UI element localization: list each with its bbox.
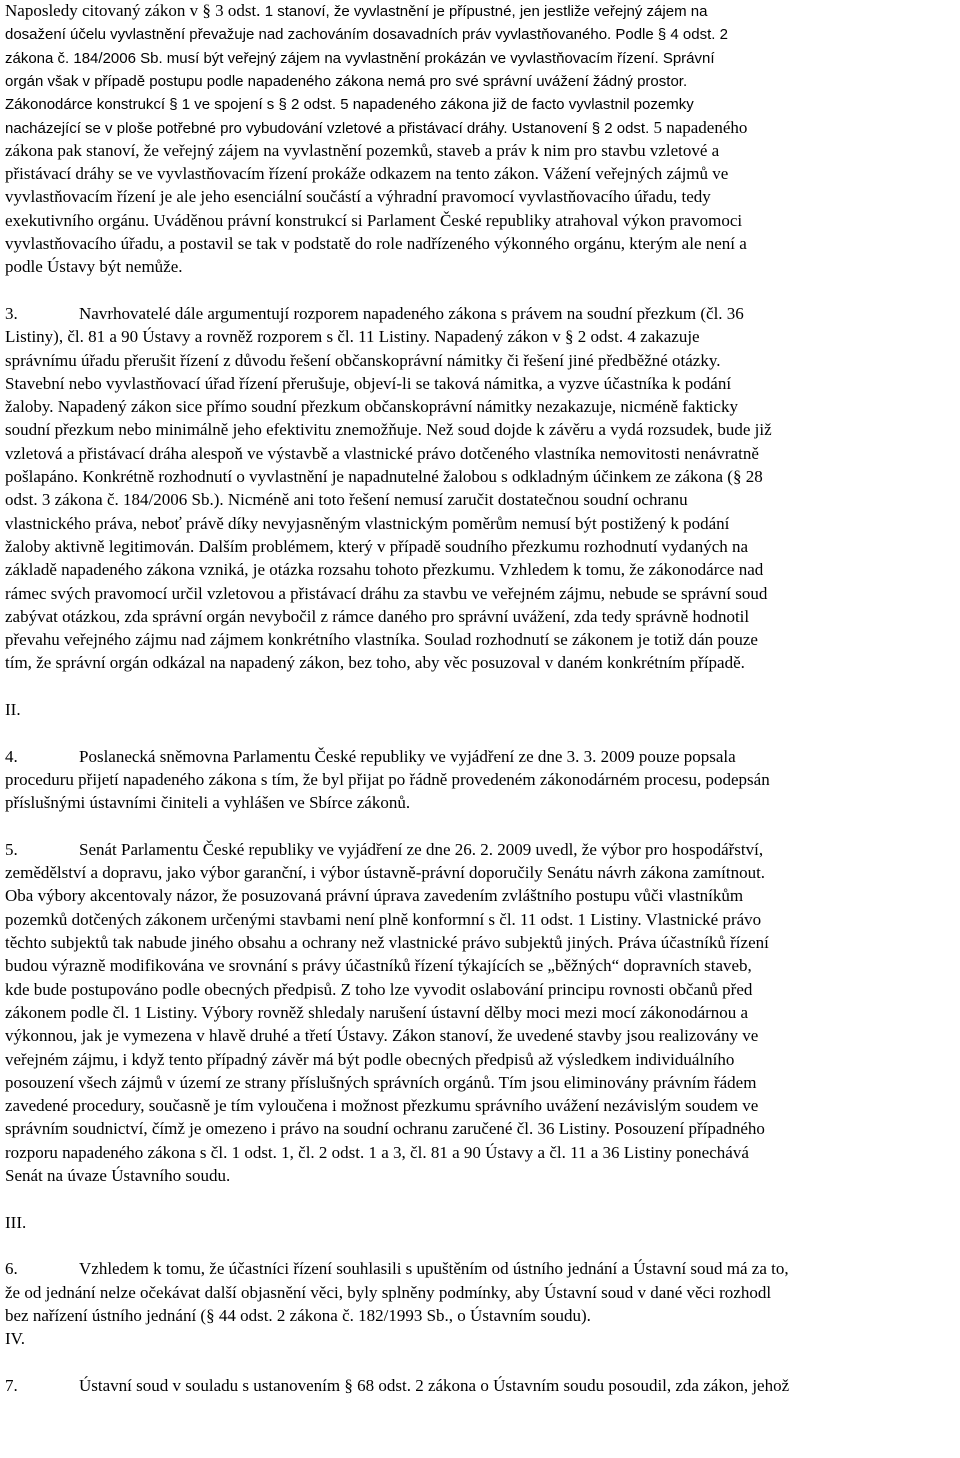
text-line [5, 1375, 789, 1398]
text-line [5, 303, 744, 326]
text-segment: správním soudnictví, čímž je omezeno i právo na soudní ochranu zaručené čl. 36 Listiny. [5, 1119, 615, 1139]
text-line [5, 559, 763, 582]
text-segment: převahu veřejného zájmu nad zájmem konkrétního vlastníka. [5, 630, 425, 650]
paragraph-number: 4. [5, 746, 18, 766]
text-segment: vlastnického práva, neboť právě díky nevyjasněným vlastnickým poměrům nemusí být postižený k podání [5, 513, 730, 533]
text-segment: správnímu úřadu přerušit řízení z důvodu řešení občanskoprávní námitky či řešení jiné předběžné otázky. [5, 350, 721, 370]
text-segment: zákonem podle čl. 1 Listiny. [5, 1002, 202, 1022]
text-line [5, 839, 763, 862]
text-segment: Listiny), čl. 81 a 90 Ústavy a rovněž rozporem s čl. 11 Listiny. Napadený zákon v § 2 odst. [5, 327, 628, 347]
text-segment: Posouzení případného [614, 1119, 765, 1139]
text-line [5, 1025, 758, 1048]
text-line [5, 536, 748, 559]
text-segment: veřejném zájmu, i když tento případný závěr má být podle obecných předpisů až výsledkem individuálního [5, 1049, 735, 1069]
text-segment: nacházející se v ploše potřebné pro vybudování vzletové a přistávací dráhy. Ustanovení § 2 odst. [5, 119, 654, 137]
text-line [5, 186, 711, 209]
text-line [5, 1212, 26, 1235]
text-segment: Poslanecká sněmovna Parlamentu České republiky ve vyjádření ze dne 3. 3. 2009 pouze popsala [79, 746, 736, 766]
text-segment: žaloby aktivně legitimován. [5, 536, 199, 556]
text-segment: Naposledy citovaný zákon v § 3 odst. [5, 1, 265, 20]
text-line [5, 769, 770, 792]
text-segment: Senát na úvaze Ústavního soudu. [5, 1166, 231, 1185]
text-segment: vyvlastňovacího úřadu, a postavil se tak v podstatě do role nadřízeného výkonného orgánu, kterým ale není a [5, 234, 747, 253]
text-segment: přistávací dráhy se ve vyvlastňovacím řízení prokáže odkazem na tento zákon. [5, 164, 543, 184]
text-segment: dosažení účelu vyvlastnění převažuje nad zachováním dosavadních práv vyvlastňovaného. Podle § 4 odst. 2 [5, 26, 728, 44]
text-segment: IV. [5, 1329, 25, 1349]
text-segment: Vážení veřejných zájmů ve [542, 164, 729, 184]
text-segment: Stavební nebo vyvlastňovací úřad řízení přerušuje, objeví-li se taková námitka, a vyzve účastníka k podání [5, 373, 732, 393]
text-line [5, 210, 742, 233]
text-line [5, 140, 719, 163]
text-line [5, 1072, 756, 1095]
text-segment: musí být veřejný zájem na vyvlastnění prokázán ve vyvlastňovacím řízení. Správní [162, 49, 715, 67]
text-line [5, 466, 763, 489]
text-segment: pošlapáno. Konkrétně rozhodnutí o vyvlastnění je napadnutelné žalobou s odkladným účinkem ze zákona (§ 28 [5, 467, 763, 486]
text-line [5, 1328, 25, 1351]
text-line [5, 652, 745, 675]
text-segment: zavedené procedury, současně je tím vyloučena i možnost přezkumu správního uvážení nezávislým soudem ve [5, 1096, 759, 1116]
text-line [5, 699, 21, 722]
text-segment: budou výrazně modifikována ve srovnání s právy účastníků řízení týkajících se „běžných“ dopravních staveb, [5, 956, 752, 976]
text-line [5, 792, 410, 815]
text-segment: že od jednání nelze očekávat další objasnění věci, byly splněny podmínky, aby Ústavní soud v dané věci rozhodl [5, 1282, 772, 1302]
text-line [5, 909, 761, 932]
text-line [5, 23, 728, 46]
text-line [5, 1282, 771, 1305]
text-line [5, 955, 752, 978]
text-segment: Nicméně ani toto řešení nemusí zaručit dostatečnou soudní ochranu [227, 490, 688, 510]
text-line [5, 373, 731, 396]
text-segment: Výbory rovněž shledaly narušení ústavní dělby moci mezi mocí zákonodárnou a [201, 1002, 749, 1022]
text-segment: bez nařízení ústního jednání (§ 44 odst. 2 zákona č. 182/1993 Sb., o Ústavním soudu). [5, 1305, 591, 1325]
text-segment: výkonnou, jak je vymezena v hlavě druhé a třetí Ústavy. [5, 1026, 392, 1046]
text-segment: Vzhledem k tomu, že zákonodárce nad [498, 560, 764, 580]
text-segment: zemědělství a dopravu, jako výbor garanční, i výbor ústavně-právní doporučily Senátu návrh zákona zamítnout. [5, 863, 766, 883]
text-segment: rámec svých pravomocí určil vzletovou a přistávací dráhu za stavbu ve veřejném zájmu, nebude se správní soud [5, 583, 768, 603]
text-segment: odst. 3 zákona č. 184/2006 Sb.). [5, 490, 228, 510]
text-segment: exekutivního orgánu. [5, 210, 154, 230]
text-line [5, 0, 707, 23]
text-segment: pozemků dotčených zákonem určenými stavbami není plně konformní s čl. 11 odst. 1 Listiny. [5, 909, 646, 929]
text-line [5, 396, 738, 419]
text-segment: 5 napadeného [653, 117, 748, 137]
text-segment: soudní přezkum nebo minimálně jeho efektivitu znemožňuje. [5, 420, 427, 440]
text-segment: 5 napadeného zákona již de facto vyvlastnil pozemky [340, 96, 694, 114]
text-line [5, 70, 687, 93]
text-line [5, 1142, 749, 1165]
text-line [5, 1002, 748, 1025]
text-segment: Oba výbory akcentovaly názor, že posuzovaná právní úprava zavedením zvláštního postupu vůči vlastníkům [5, 886, 744, 906]
text-segment: Vlastnické právo [645, 909, 762, 929]
paragraph-number: 5. [5, 839, 18, 859]
text-line [5, 489, 688, 512]
text-segment: těchto subjektů tak nabude jiného obsahu a ochrany než vlastnické právo subjektů jiných. [5, 933, 618, 952]
text-line [5, 93, 694, 116]
text-line [5, 932, 769, 955]
text-line [5, 419, 772, 442]
text-line [5, 1258, 789, 1281]
text-segment: kde bude postupováno podle obecných předpisů. Z toho lze vyvodit oslabování principu rovnosti občanů před [5, 979, 753, 999]
text-segment: Dalším problémem, který v případě soudního přezkumu rozhodnutí vydaných na [198, 536, 749, 556]
paragraph-number: 6. [5, 1259, 18, 1279]
text-segment: Navrhovatelé dále argumentují rozporem napadeného zákona s právem na soudní přezkum (čl. 36 [79, 303, 744, 323]
text-line [5, 1118, 765, 1141]
text-line [5, 350, 721, 373]
text-segment: proceduru přijetí napadeného zákona s tím, že byl přijat po řádně provedeném zákonodárném procesu, podepsán [5, 769, 770, 789]
text-line [5, 862, 765, 885]
text-line [5, 233, 747, 256]
text-segment: Práva účastníků řízení [617, 933, 769, 952]
text-line [5, 583, 767, 606]
text-segment: 4 zakazuje [627, 327, 700, 347]
text-segment: 1 stanoví, že vyvlastnění je přípustné, jen jestliže veřejný zájem na [264, 3, 708, 20]
text-segment: zabývat otázkou, zda správní orgán nevybočil z rámce daného pro správní uvážení, zda tedy správně hodnotil [5, 606, 750, 626]
text-segment: Zákonodárce konstrukcí § 1 ve spojení s § 2 odst. [5, 96, 341, 114]
text-segment: podle Ústavy být nemůže. [5, 257, 183, 277]
text-segment: zákona pak stanoví, že veřejný zájem na vyvlastnění pozemků, staveb a práv k nim pro stavbu vzletové a [5, 140, 720, 160]
text-segment: vyvlastňovacím řízení je ale jeho esenciální součástí a výhradní pravomocí vyvlastňovacího úřadu, tedy [5, 187, 711, 207]
text-line [5, 513, 729, 536]
text-line [5, 1305, 591, 1328]
text-segment: základě napadeného zákona vzniká, je otázka rozsahu tohoto přezkumu. [5, 560, 499, 580]
text-line [5, 1165, 230, 1188]
text-line [5, 256, 183, 279]
text-line [5, 885, 743, 908]
text-segment: Senát Parlamentu České republiky ve vyjádření ze dne 26. 2. 2009 uvedl, že výbor pro hospodářství, [79, 839, 764, 859]
text-segment: zákona č. 184/2006 Sb. [5, 49, 163, 67]
text-segment: tím, že správní orgán odkázal na napadený zákon, bez toho, aby věc posuzoval v daném konkrétním případě. [5, 653, 745, 673]
text-segment: Soulad rozhodnutí se zákonem je totiž dán pouze [424, 630, 758, 650]
text-segment: Uváděnou právní konstrukcí si Parlament České republiky atrahoval výkon pravomoci [153, 210, 743, 230]
text-line [5, 746, 736, 769]
paragraph-number: 3. [5, 303, 18, 323]
text-segment: žaloby. Napadený zákon sice přímo soudní přezkum občanskoprávní námitky nezakazuje, nicméně fakticky [5, 397, 738, 417]
text-line [5, 1049, 734, 1072]
text-line [5, 629, 758, 652]
text-segment: orgán však v případě postupu podle napadeného zákona nemá pro své správní uvážení žádný prostor. [5, 72, 688, 90]
text-segment: rozporu napadeného zákona s čl. 1 odst. 1, čl. 2 odst. 1 a 3, čl. 81 a 90 Ústavy a čl. 11 a 36 Listiny ponechává [5, 1142, 749, 1162]
text-line [5, 1095, 758, 1118]
text-segment: příslušnými ústavními činiteli a vyhlášen ve Sbírce zákonů. [5, 793, 411, 813]
text-segment: Než soud dojde k závěru a vydá rozsudek, bude již [426, 420, 772, 440]
text-segment: posouzení všech zájmů v území ze strany příslušných správních orgánů. [5, 1072, 499, 1092]
text-segment: vzletová a přistávací dráha alespoň ve výstavbě a vlastnické právo dotčeného vlastníka nemovitosti nenávratně [5, 443, 759, 463]
text-segment: Ústavní soud v souladu s ustanovením § 68 odst. 2 zákona o Ústavním soudu posoudil, zda zákon, jehož [79, 1375, 790, 1395]
text-line [5, 326, 700, 349]
text-segment: III. [5, 1212, 27, 1232]
text-segment: II. [5, 700, 21, 719]
paragraph-number: 7. [5, 1375, 18, 1395]
text-line [5, 979, 752, 1002]
text-line [5, 117, 747, 140]
text-line [5, 47, 715, 70]
text-line [5, 606, 749, 629]
text-segment: Tím jsou eliminovány právním řádem [498, 1072, 757, 1092]
text-segment: Zákon stanoví, že uvedené stavby jsou realizovány ve [391, 1026, 759, 1046]
text-line [5, 163, 728, 186]
text-line [5, 443, 759, 466]
text-segment: Vzhledem k tomu, že účastníci řízení souhlasili s upuštěním od ústního jednání a Ústavní soud má za to, [79, 1259, 789, 1279]
